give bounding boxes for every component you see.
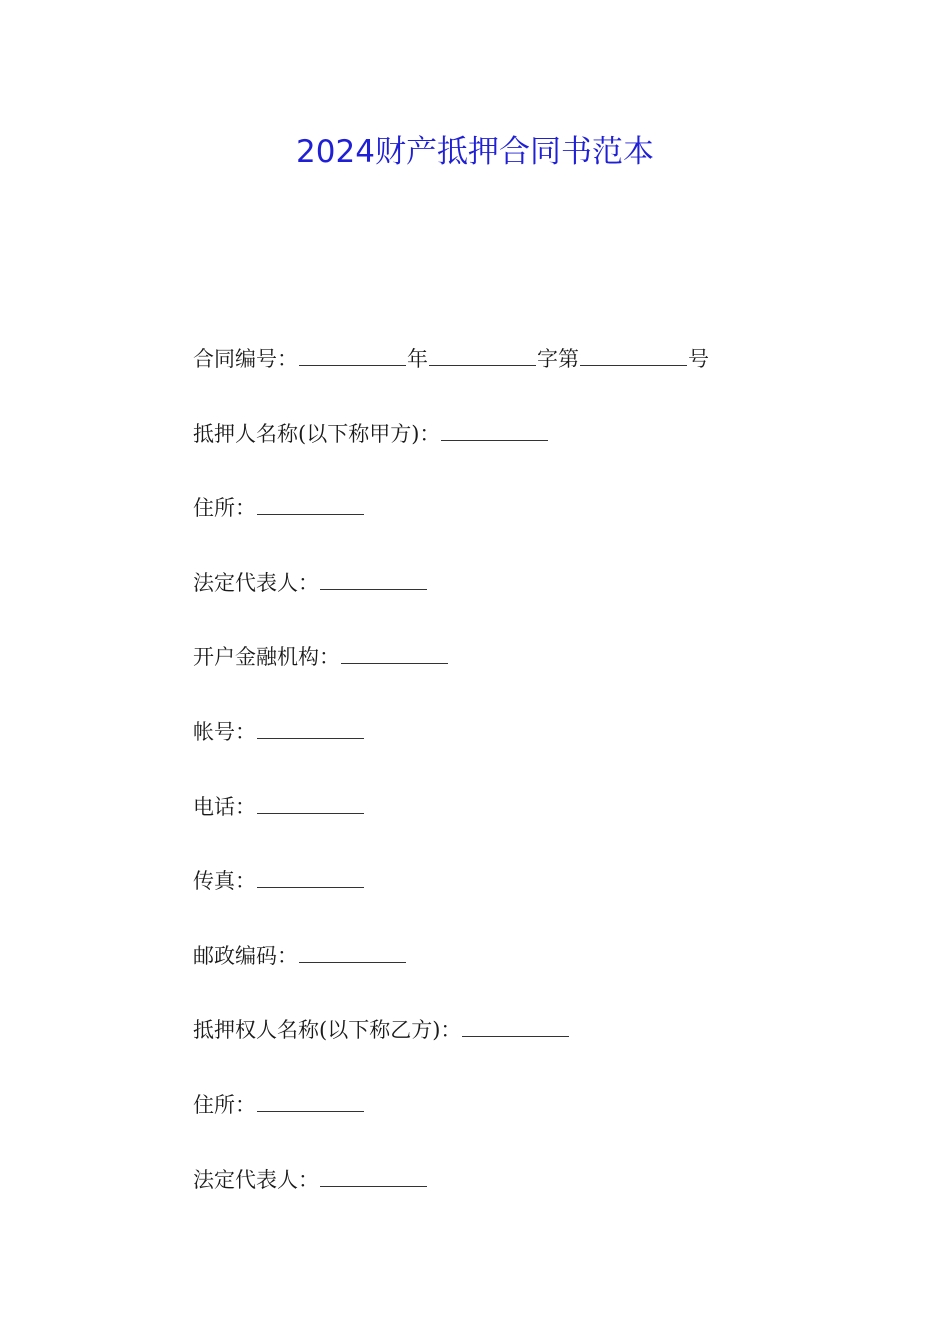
mortgagor-account-line: [193, 712, 893, 787]
contract-char-blank[interactable]: [429, 343, 536, 366]
mortgagee-name-label: 抵押权人名称(以下称乙方)：: [193, 1018, 462, 1043]
mortgagee-name-blank[interactable]: [462, 1014, 569, 1037]
mortgagee-legal-rep-blank[interactable]: [320, 1164, 427, 1187]
contract-number-suffix: 号: [688, 347, 709, 371]
mortgagor-bank-blank[interactable]: [341, 641, 448, 664]
mortgagor-bank-line: [193, 637, 893, 712]
mortgagor-postcode-line: [193, 936, 893, 1011]
mortgagor-fax-label: 传真：: [193, 869, 256, 894]
mortgagor-name-label: 抵押人名称(以下称甲方)：: [193, 421, 441, 446]
mortgagor-phone-label: 电话：: [193, 794, 256, 819]
contract-year-text: 年: [407, 347, 428, 371]
mortgagor-legal-rep-blank[interactable]: [320, 567, 427, 590]
mortgagor-account-label: 帐号：: [193, 719, 256, 744]
mortgagor-phone-line: [193, 787, 893, 862]
mortgagor-fax-line: [193, 861, 893, 936]
document-title: 2024财产抵押合同书范本: [296, 134, 654, 170]
mortgagee-legal-rep-label: 法定代表人：: [193, 1167, 319, 1192]
contract-fields: [193, 339, 893, 1234]
contract-number-label: 合同编号：: [193, 347, 298, 371]
mortgagor-legal-rep-label: 法定代表人：: [193, 570, 319, 595]
mortgagor-fax-blank[interactable]: [257, 865, 364, 888]
mortgagee-name-line: [193, 1010, 893, 1085]
mortgagor-address-label: 住所：: [193, 496, 256, 521]
mortgagor-postcode-blank[interactable]: [299, 940, 406, 963]
mortgagor-name-line: [193, 414, 893, 489]
mortgagor-legal-rep-line: [193, 563, 893, 638]
contract-char-no-text: 字第: [537, 347, 579, 371]
mortgagor-name-blank[interactable]: [441, 418, 548, 441]
mortgagor-account-blank[interactable]: [257, 716, 364, 739]
mortgagor-address-line: [193, 488, 893, 563]
mortgagor-postcode-label: 邮政编码：: [193, 943, 298, 968]
contract-year-blank[interactable]: [299, 343, 406, 366]
mortgagee-legal-rep-line: [193, 1160, 893, 1235]
mortgagor-phone-blank[interactable]: [257, 791, 364, 814]
contract-number-blank[interactable]: [580, 343, 687, 366]
mortgagor-bank-label: 开户金融机构：: [193, 645, 340, 670]
mortgagee-address-blank[interactable]: [257, 1089, 364, 1112]
mortgagor-address-blank[interactable]: [257, 492, 364, 515]
mortgagee-address-line: [193, 1085, 893, 1160]
mortgagee-address-label: 住所：: [193, 1092, 256, 1117]
contract-number-line: [193, 339, 893, 414]
